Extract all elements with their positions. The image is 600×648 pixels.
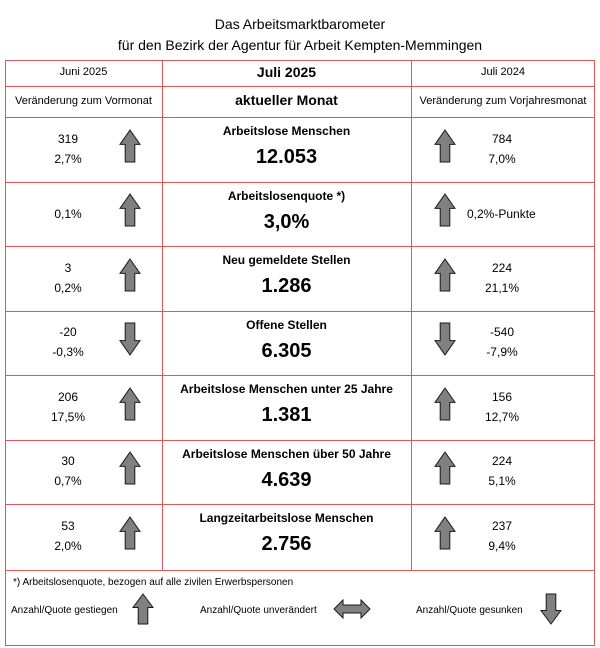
header-right-label: Veränderung zum Vorjahresmonat — [419, 95, 587, 107]
yoy-pct: 9,4% — [488, 539, 516, 553]
header-left-period: Juni 2025 — [59, 66, 108, 78]
grid-hline — [5, 117, 595, 118]
row-value: 12.053 — [255, 146, 318, 168]
grid-hline-bottom — [5, 645, 595, 646]
row-label: Arbeitslose Menschen über 50 Jahre — [182, 447, 391, 461]
mom-arrow-up-icon — [119, 193, 141, 227]
legend-down-arrow-icon — [540, 593, 562, 625]
yoy-arrow-up-icon — [434, 129, 456, 163]
row-label: Neu gemeldete Stellen — [222, 253, 351, 267]
header-center-period: Juli 2025 — [256, 64, 317, 80]
header-center-label: aktueller Monat — [235, 92, 338, 108]
row-value: 2.756 — [261, 533, 312, 555]
grid-hline — [5, 182, 595, 183]
title-line-1: Das Arbeitsmarktbarometer — [214, 16, 386, 32]
row-value: 6.305 — [261, 340, 312, 362]
row-value: 1.286 — [261, 275, 312, 297]
grid-hline — [5, 246, 595, 247]
yoy-abs: 237 — [491, 519, 513, 533]
grid-hline — [5, 375, 595, 376]
row-label: Offene Stellen — [246, 318, 327, 332]
yoy-arrow-up-icon — [434, 387, 456, 421]
legend-same-label: Anzahl/Quote unverändert — [200, 605, 317, 616]
yoy-pct: 12,7% — [484, 409, 520, 424]
row-label: Langzeitarbeitslose Menschen — [199, 511, 374, 525]
row-label: Arbeitslose Menschen — [222, 124, 351, 138]
header-right-period: Juli 2024 — [480, 66, 526, 78]
mom-abs: 53 — [61, 519, 75, 533]
mom-pct: 0,2% — [54, 280, 82, 295]
mom-arrow-up-icon — [119, 387, 141, 421]
legend-same-arrow-icon — [333, 599, 371, 619]
yoy-abs: 224 — [491, 454, 513, 468]
legend-down-label: Anzahl/Quote gesunken — [416, 605, 523, 616]
yoy-pct: 5,1% — [488, 474, 516, 488]
grid-hline — [5, 86, 595, 87]
row-value: 3,0% — [263, 211, 310, 233]
yoy-arrow-up-icon — [434, 451, 456, 485]
row-value: 1.381 — [261, 404, 312, 426]
yoy-abs: 224 — [491, 260, 513, 275]
mom-value: 0,1% — [54, 207, 82, 221]
yoy-arrow-up-icon — [434, 258, 456, 292]
footnote: *) Arbeitslosenquote, bezogen auf alle zivilen Erwerbspersonen — [13, 577, 294, 588]
row-label: Arbeitslosenquote *) — [227, 189, 346, 203]
mom-abs: 206 — [57, 389, 79, 404]
mom-pct: 2,7% — [54, 151, 82, 166]
mom-arrow-up-icon — [119, 129, 141, 163]
mom-pct: 2,0% — [54, 539, 82, 553]
grid-vline — [5, 60, 6, 645]
grid-hline — [5, 60, 595, 61]
grid-hline — [5, 504, 595, 505]
header-left-label: Veränderung zum Vormonat — [15, 95, 152, 107]
yoy-value: 0,2%-Punkte — [467, 207, 536, 221]
grid-hline — [5, 570, 595, 571]
legend-up-arrow-icon — [132, 593, 154, 625]
yoy-pct: 21,1% — [484, 280, 520, 295]
grid-vline — [411, 60, 412, 570]
mom-arrow-up-icon — [119, 451, 141, 485]
row-label: Arbeitslose Menschen unter 25 Jahre — [180, 382, 393, 396]
mom-abs: -20 — [59, 325, 77, 339]
yoy-abs: -540 — [489, 325, 515, 339]
title-line-2: für den Bezirk der Agentur für Arbeit Kempten-Memmingen — [117, 37, 483, 53]
grid-vline — [594, 60, 595, 645]
mom-pct: 0,7% — [54, 474, 82, 488]
yoy-pct: -7,9% — [486, 345, 518, 359]
legend-up-label: Anzahl/Quote gestiegen — [11, 605, 118, 616]
mom-arrow-up-icon — [119, 258, 141, 292]
mom-abs: 30 — [61, 454, 75, 468]
yoy-abs: 156 — [491, 389, 513, 404]
yoy-arrow-up-icon — [434, 193, 456, 227]
mom-pct: -0,3% — [52, 345, 84, 359]
grid-hline — [5, 440, 595, 441]
yoy-arrow-up-icon — [434, 516, 456, 550]
mom-abs: 3 — [64, 260, 72, 275]
mom-arrow-down-icon — [119, 322, 141, 356]
yoy-arrow-down-icon — [434, 322, 456, 356]
yoy-abs: 784 — [491, 131, 513, 146]
grid-hline — [5, 311, 595, 312]
mom-abs: 319 — [57, 131, 79, 146]
mom-pct: 17,5% — [50, 409, 86, 424]
yoy-pct: 7,0% — [488, 151, 516, 166]
mom-arrow-up-icon — [119, 516, 141, 550]
row-value: 4.639 — [261, 469, 312, 491]
